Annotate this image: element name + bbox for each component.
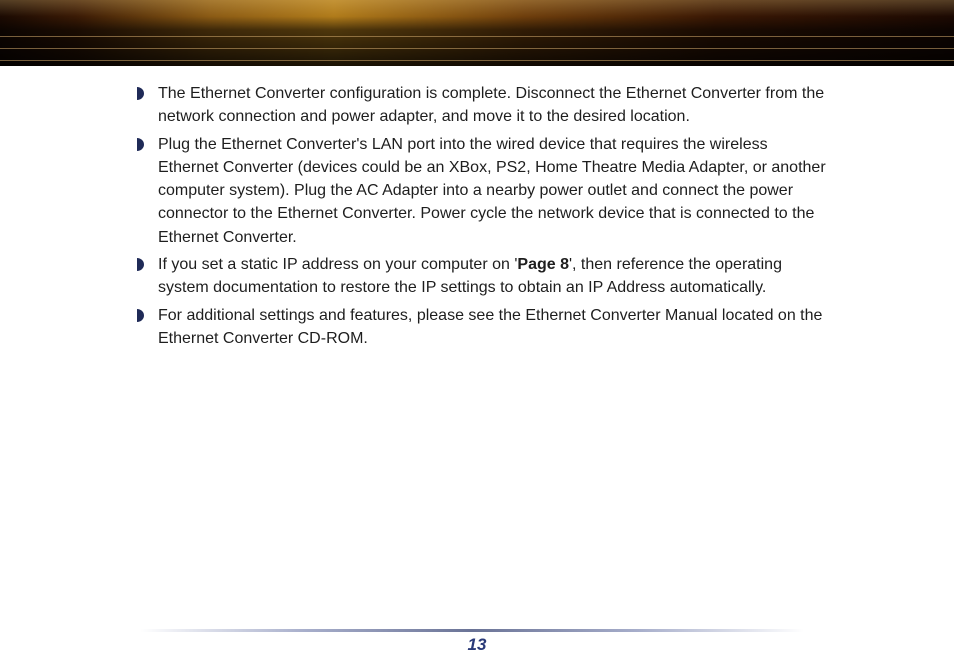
header-banner — [0, 0, 954, 66]
page-number: 13 — [467, 635, 487, 654]
list-item-text: The Ethernet Converter configuration is complete. Disconnect the Ethernet Converter from the network connection and power adapter, and move it to the desired location. — [158, 85, 825, 126]
list-item-text: Plug the Ethernet Converter's LAN port into the wired device that requires the wireless Ethernet Converter (devices could be an XBox, PS2, Home Theatre Media Adapter, or another computer system). Plug the AC Adapter into a nearby power outlet and connect the power connector to the Ethernet Converter. Power cycle the network device that is connected to the Ethernet Converter. — [158, 135, 826, 246]
header-line — [0, 48, 954, 49]
header-shade — [0, 0, 954, 66]
header-line — [0, 36, 954, 37]
half-circle-bullet-icon — [137, 138, 144, 151]
list-item-text-after: ', then reference the operating system documentation to restore the IP settings to obtain an IP Address automatically. — [158, 256, 782, 297]
list-item-text-before: If you set a static IP address on your computer on ' — [158, 256, 518, 274]
half-circle-bullet-icon — [137, 87, 144, 100]
list-item — [137, 133, 827, 249]
list-item — [137, 82, 827, 129]
half-circle-bullet-icon — [137, 309, 144, 322]
list-item — [137, 253, 827, 300]
list-item-text: For additional settings and features, please see the Ethernet Converter Manual located on the Ethernet Converter CD-ROM. — [158, 306, 823, 347]
footer-divider — [140, 629, 804, 632]
header-line — [0, 60, 954, 61]
list-item — [137, 304, 827, 351]
instruction-list — [137, 82, 827, 354]
page-reference: Page 8 — [517, 256, 569, 274]
half-circle-bullet-icon — [137, 258, 144, 271]
